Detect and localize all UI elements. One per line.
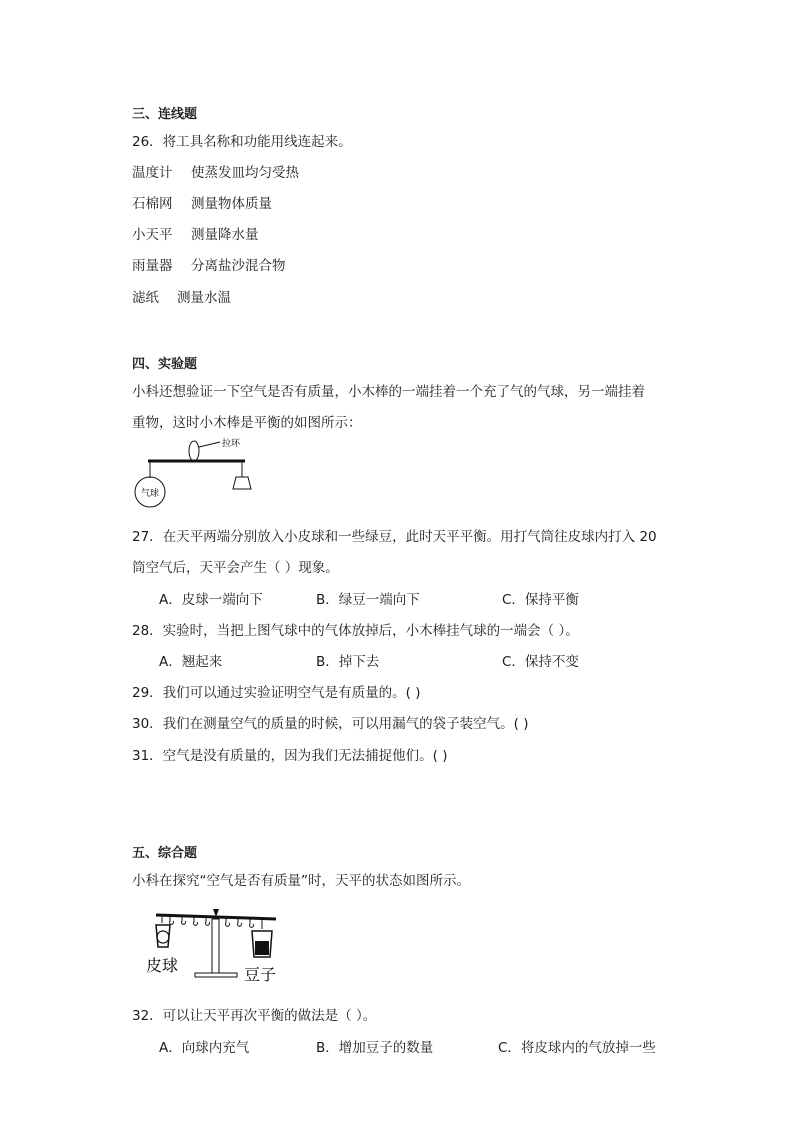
tool-name: 石棉网 [132,196,173,212]
section-5-heading: 五、综合题 [132,846,198,861]
q28-option-c[interactable]: C．保持不变 [502,654,579,670]
tool-name: 小天平 [132,227,173,243]
tool-function: 测量水温 [177,290,231,306]
tool-function: 使蒸发皿均匀受热 [191,165,299,181]
ball-label: 皮球 [146,956,179,975]
section-3-heading: 三、连线题 [132,107,198,122]
stick-balance-figure [130,437,260,511]
beam-balance-figure [140,905,290,985]
experiment-intro-line-2: 重物，这时小木棒是平衡的如图所示： [132,415,362,431]
tool-name: 滤纸 [132,290,159,306]
question-27-line-1: 27．在天平两端分别放入小皮球和一些绿豆，此时天平平衡。用打气筒往皮球内打入 20 [132,529,657,545]
balloon-label: 气球 [140,489,160,499]
tool-name: 温度计 [132,165,173,181]
q32-option-c[interactable]: C．将皮球内的气放掉一些 [498,1040,656,1056]
q32-option-b[interactable]: B．增加豆子的数量 [316,1040,434,1056]
experiment-intro-line-1: 小科还想验证一下空气是否有质量，小木棒的一端挂着一个充了气的气球，另一端挂着 [132,384,645,400]
ring-label: 拉环 [222,439,241,449]
left-bucket [156,925,170,947]
q32-option-a[interactable]: A．向球内充气 [159,1040,250,1056]
question-29: 29．我们可以通过实验证明空气是有质量的。( ) [132,685,421,701]
tool-function: 分离盐沙混合物 [191,258,286,274]
question-27-line-2: 筒空气后，天平会产生（ ）现象。 [132,560,339,576]
question-26: 26．将工具名称和功能用线连起来。 [132,134,352,150]
weight [233,477,251,489]
question-32: 32．可以让天平再次平衡的做法是（ ）。 [132,1008,377,1024]
q28-option-a[interactable]: A．翘起来 [159,654,223,670]
question-31: 31．空气是没有质量的，因为我们无法捕捉他们。( ) [132,748,448,764]
q27-option-a[interactable]: A．皮球一端向下 [159,592,263,608]
question-28: 28．实验时，当把上图气球中的气体放掉后，小木棒挂气球的一端会（ ）。 [132,623,579,639]
tool-function: 测量物体质量 [191,196,272,212]
comprehensive-intro: 小科在探究“空气是否有质量”时，天平的状态如图所示。 [132,873,470,889]
balance-stand [212,919,219,973]
beans-icon [255,941,269,955]
tool-function: 测量降水量 [191,227,259,243]
pull-ring [189,441,199,461]
q28-option-b[interactable]: B．掉下去 [316,654,380,670]
beans-label: 豆子 [244,965,277,984]
section-4-heading: 四、实验题 [132,357,198,372]
question-30: 30．我们在测量空气的质量的时候，可以用漏气的袋子装空气。( ) [132,716,529,732]
q27-option-b[interactable]: B．绿豆一端向下 [316,592,420,608]
q27-option-c[interactable]: C．保持平衡 [502,592,579,608]
tool-name: 雨量器 [132,258,173,274]
